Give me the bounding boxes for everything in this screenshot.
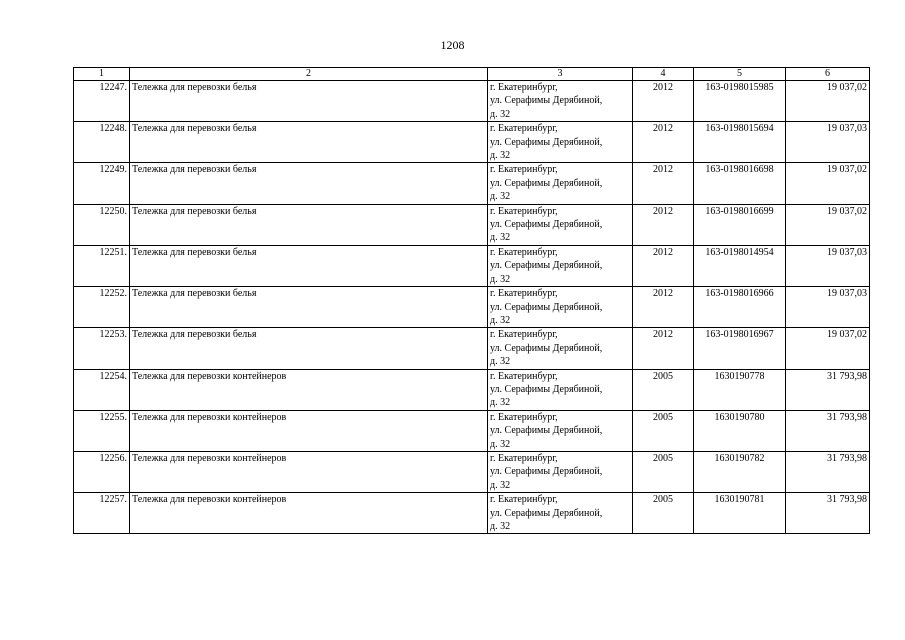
item-name: Тележка для перевозки контейнеров xyxy=(130,493,488,534)
item-year: 2005 xyxy=(633,369,694,410)
inventory-number: 163-0198015694 xyxy=(694,122,786,163)
item-cost: 19 037,02 xyxy=(786,81,870,122)
item-name: Тележка для перевозки контейнеров xyxy=(130,369,488,410)
address-line: ул. Серафимы Дерябиной, xyxy=(490,507,603,519)
address-line: д. 32 xyxy=(490,314,511,326)
table-row xyxy=(74,493,870,534)
address-line: г. Екатеринбург, xyxy=(490,82,558,93)
item-year: 2005 xyxy=(633,493,694,534)
row-number: 12248. xyxy=(74,122,130,163)
column-header-4: 4 xyxy=(633,68,694,81)
row-number: 12251. xyxy=(74,245,130,286)
row-number: 12253. xyxy=(74,328,130,369)
item-year: 2012 xyxy=(633,245,694,286)
address-line: ул. Серафимы Дерябиной, xyxy=(490,95,603,107)
item-address xyxy=(488,328,633,369)
inventory-number: 163-0198016699 xyxy=(694,204,786,245)
item-cost: 19 037,03 xyxy=(786,287,870,328)
address-line: г. Екатеринбург, xyxy=(490,411,558,423)
address-line: д. 32 xyxy=(490,150,511,162)
item-year: 2012 xyxy=(633,163,694,204)
item-year: 2012 xyxy=(633,122,694,163)
address-line: г. Екатеринбург, xyxy=(490,494,558,506)
item-address xyxy=(488,410,633,451)
address-line: ул. Серафимы Дерябиной, xyxy=(490,342,603,354)
item-address xyxy=(488,204,633,245)
item-name: Тележка для перевозки белья xyxy=(130,81,488,122)
item-year: 2012 xyxy=(633,204,694,245)
item-cost: 31 793,98 xyxy=(786,369,870,410)
row-number: 12249. xyxy=(74,163,130,204)
item-name: Тележка для перевозки белья xyxy=(130,328,488,369)
address-line: ул. Серафимы Дерябиной, xyxy=(490,383,603,395)
item-cost: 19 037,03 xyxy=(786,245,870,286)
address-line: ул. Серафимы Дерябиной, xyxy=(490,260,603,272)
column-header-2: 2 xyxy=(130,68,488,81)
table-row xyxy=(74,328,870,369)
item-cost: 19 037,02 xyxy=(786,163,870,204)
address-line: ул. Серафимы Дерябиной, xyxy=(490,177,603,189)
address-line: г. Екатеринбург, xyxy=(490,288,558,300)
address-line: г. Екатеринбург, xyxy=(490,370,558,382)
item-cost: 31 793,98 xyxy=(786,493,870,534)
table-row xyxy=(74,163,870,204)
row-number: 12247. xyxy=(74,81,130,122)
page-number: 1208 xyxy=(440,38,465,52)
address-line: д. 32 xyxy=(490,356,511,368)
item-name: Тележка для перевозки контейнеров xyxy=(130,410,488,451)
row-number: 12256. xyxy=(74,451,130,492)
item-address xyxy=(488,451,633,492)
item-year: 2012 xyxy=(633,81,694,122)
item-address xyxy=(488,369,633,410)
column-header-1: 1 xyxy=(74,68,130,81)
item-address xyxy=(488,81,633,122)
address-line: г. Екатеринбург, xyxy=(490,123,558,135)
inventory-number: 1630190781 xyxy=(694,493,786,534)
table-row xyxy=(74,287,870,328)
address-line: д. 32 xyxy=(490,438,511,450)
inventory-number: 1630190780 xyxy=(694,410,786,451)
item-name: Тележка для перевозки белья xyxy=(130,245,488,286)
item-name: Тележка для перевозки белья xyxy=(130,122,488,163)
address-line: г. Екатеринбург, xyxy=(490,246,558,258)
address-line: д. 32 xyxy=(490,273,511,285)
row-number: 12252. xyxy=(74,287,130,328)
row-number: 12255. xyxy=(74,410,130,451)
address-line: д. 32 xyxy=(490,232,511,244)
address-line: д. 32 xyxy=(490,479,511,491)
item-year: 2005 xyxy=(633,410,694,451)
address-line: г. Екатеринбург, xyxy=(490,452,558,464)
table-row xyxy=(74,204,870,245)
column-header-3: 3 xyxy=(488,68,633,81)
table-row xyxy=(74,81,870,122)
table-row xyxy=(74,245,870,286)
item-name: Тележка для перевозки белья xyxy=(130,163,488,204)
item-year: 2012 xyxy=(633,287,694,328)
address-line: ул. Серафимы Дерябиной, xyxy=(490,136,603,148)
address-line: г. Екатеринбург, xyxy=(490,164,558,176)
row-number: 12254. xyxy=(74,369,130,410)
item-address xyxy=(488,245,633,286)
item-cost: 19 037,02 xyxy=(786,328,870,369)
inventory-number: 163-0198015985 xyxy=(694,81,786,122)
table-row xyxy=(74,122,870,163)
item-cost: 19 037,03 xyxy=(786,122,870,163)
table-body xyxy=(74,81,870,534)
address-line: ул. Серафимы Дерябиной, xyxy=(490,466,603,478)
item-year: 2012 xyxy=(633,328,694,369)
address-line: д. 32 xyxy=(490,191,511,203)
item-name: Тележка для перевозки белья xyxy=(130,204,488,245)
address-line: д. 32 xyxy=(490,108,511,120)
address-line: ул. Серафимы Дерябиной, xyxy=(490,425,603,437)
address-line: г. Екатеринбург, xyxy=(490,205,558,217)
inventory-number: 163-0198016966 xyxy=(694,287,786,328)
address-line: г. Екатеринбург, xyxy=(490,329,558,341)
column-header-5: 5 xyxy=(694,68,786,81)
property-registry-table xyxy=(73,67,870,534)
inventory-number: 163-0198016698 xyxy=(694,163,786,204)
item-cost: 19 037,02 xyxy=(786,204,870,245)
item-cost: 31 793,98 xyxy=(786,451,870,492)
item-cost: 31 793,98 xyxy=(786,410,870,451)
address-line: ул. Серафимы Дерябиной, xyxy=(490,301,603,313)
address-line: ул. Серафимы Дерябиной, xyxy=(490,219,603,231)
table-row xyxy=(74,451,870,492)
item-address xyxy=(488,493,633,534)
row-number: 12257. xyxy=(74,493,130,534)
table-header-row xyxy=(74,68,870,81)
column-header-6: 6 xyxy=(786,68,870,81)
item-year: 2005 xyxy=(633,451,694,492)
item-name: Тележка для перевозки белья xyxy=(130,287,488,328)
inventory-number: 1630190782 xyxy=(694,451,786,492)
inventory-number: 163-0198016967 xyxy=(694,328,786,369)
inventory-number: 163-0198014954 xyxy=(694,245,786,286)
address-line: д. 32 xyxy=(490,521,511,532)
address-line: д. 32 xyxy=(490,397,511,409)
row-number: 12250. xyxy=(74,204,130,245)
table-row xyxy=(74,369,870,410)
inventory-number: 1630190778 xyxy=(694,369,786,410)
item-address xyxy=(488,163,633,204)
item-name: Тележка для перевозки контейнеров xyxy=(130,451,488,492)
item-address xyxy=(488,122,633,163)
table-row xyxy=(74,410,870,451)
item-address xyxy=(488,287,633,328)
